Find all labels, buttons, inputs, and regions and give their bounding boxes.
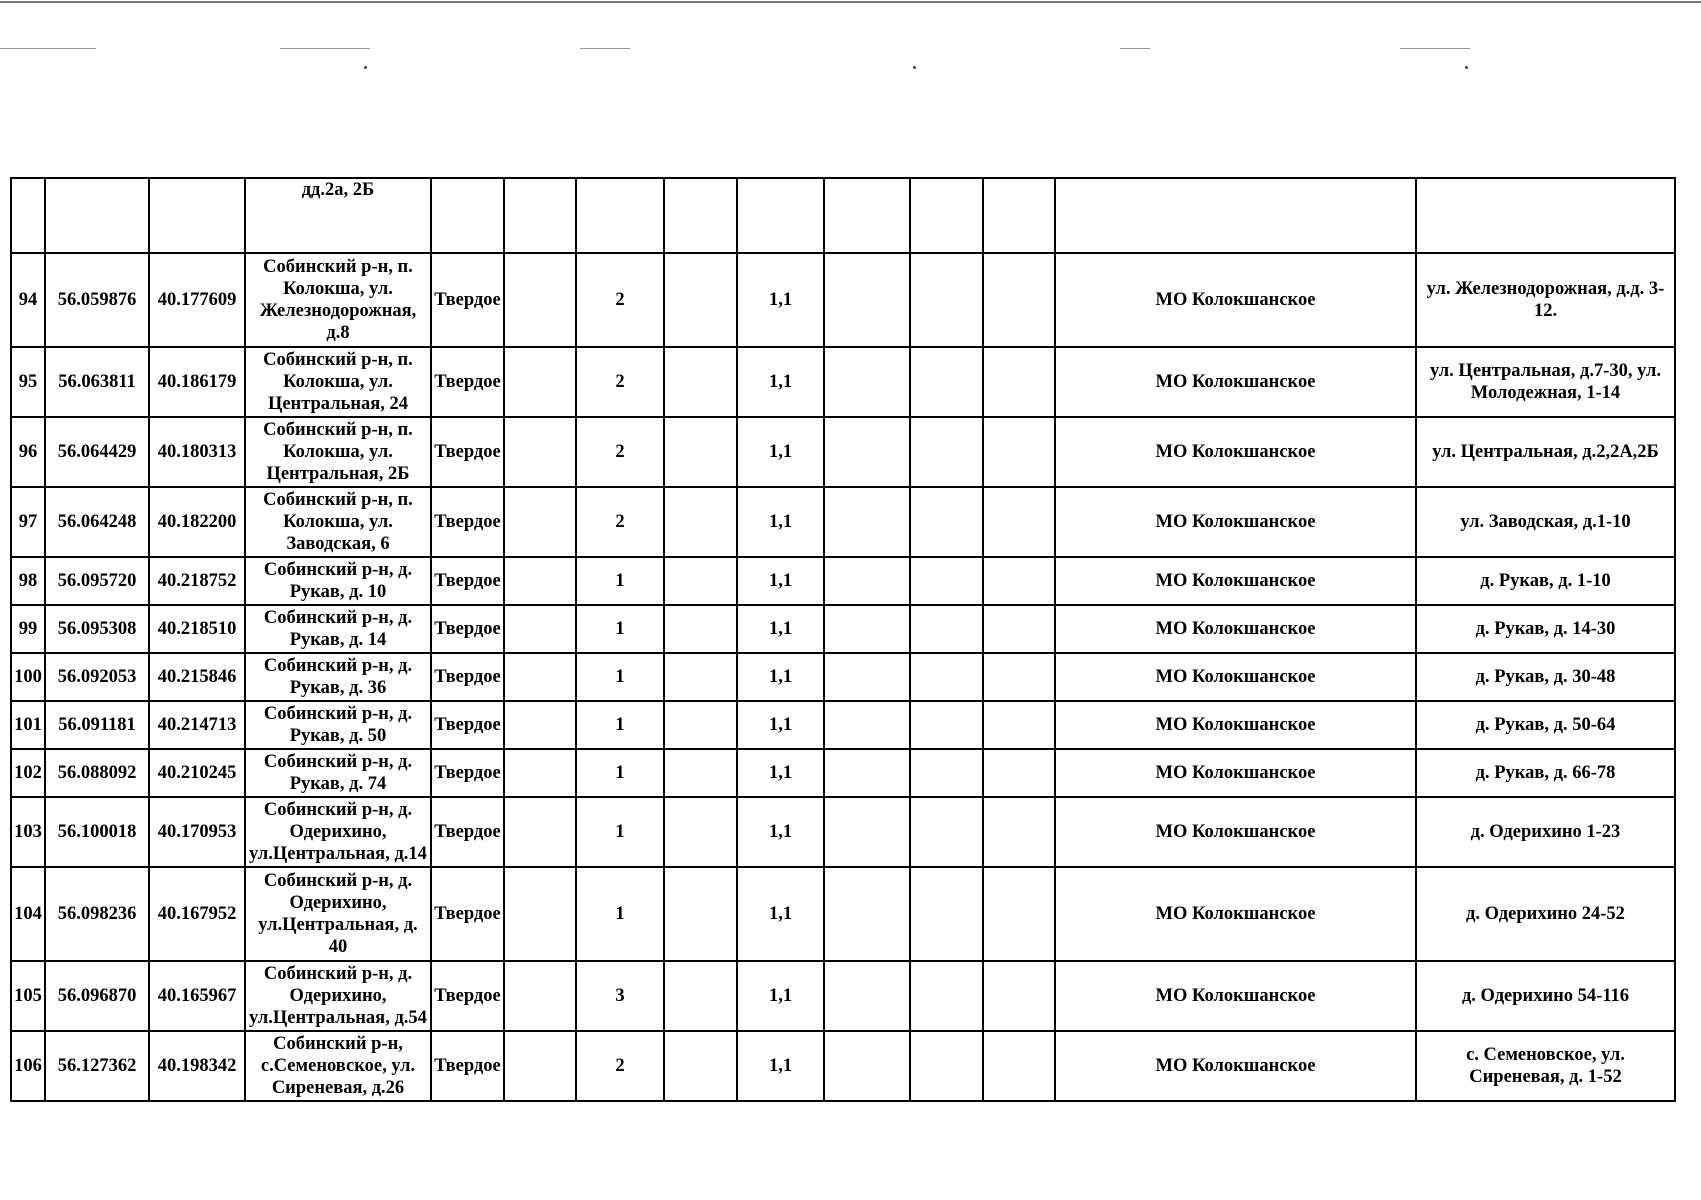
cell-count: 2	[576, 347, 664, 417]
cell-num: 105	[11, 961, 45, 1031]
cell-num: 102	[11, 749, 45, 797]
cell-empty	[504, 487, 576, 557]
cell-empty	[910, 557, 983, 605]
cell-num: 96	[11, 417, 45, 487]
cell-lat: 56.096870	[45, 961, 149, 1031]
cell-lat: 56.095720	[45, 557, 149, 605]
cell-empty	[910, 867, 983, 961]
cell-volume: 1,1	[737, 797, 824, 867]
cell-owner: МО Колокшанское	[1055, 701, 1416, 749]
cell-served-addresses: ул. Заводская, д.1-10	[1416, 487, 1675, 557]
cell-owner	[1055, 178, 1416, 253]
cell-empty	[824, 487, 910, 557]
cell-empty	[983, 653, 1055, 701]
cell-address: Собинский р-н, д. Рукав, д. 10	[245, 557, 431, 605]
cell-lat: 56.098236	[45, 867, 149, 961]
cell-surface: Твердое	[431, 347, 504, 417]
cell-lat: 56.064248	[45, 487, 149, 557]
cell-empty	[664, 961, 737, 1031]
cell-empty	[504, 653, 576, 701]
cell-owner: МО Колокшанское	[1055, 749, 1416, 797]
cell-empty	[504, 253, 576, 347]
cell-empty	[664, 605, 737, 653]
table-row	[11, 867, 1675, 961]
cell-volume	[737, 178, 824, 253]
cell-volume: 1,1	[737, 749, 824, 797]
cell-empty	[824, 253, 910, 347]
cell-address: Собинский р-н, д. Рукав, д. 50	[245, 701, 431, 749]
cell-count: 2	[576, 487, 664, 557]
cell-count: 1	[576, 653, 664, 701]
cell-served-addresses: д. Одерихино 54-116	[1416, 961, 1675, 1031]
cell-address: Собинский р-н, д. Рукав, д. 36	[245, 653, 431, 701]
cell-empty	[910, 253, 983, 347]
cell-lat	[45, 178, 149, 253]
cell-lon: 40.182200	[149, 487, 245, 557]
cell-served-addresses: с. Семеновское, ул. Сиреневая, д. 1-52	[1416, 1031, 1675, 1101]
table-row	[11, 605, 1675, 653]
cell-empty	[983, 701, 1055, 749]
cell-empty	[664, 417, 737, 487]
cell-count	[576, 178, 664, 253]
cell-empty	[824, 605, 910, 653]
cell-address: Собинский р-н, д. Одерихино, ул.Центральная, д.54	[245, 961, 431, 1031]
cell-volume: 1,1	[737, 1031, 824, 1101]
cell-volume: 1,1	[737, 605, 824, 653]
cell-owner: МО Колокшанское	[1055, 487, 1416, 557]
cell-lon: 40.210245	[149, 749, 245, 797]
cell-num: 95	[11, 347, 45, 417]
cell-count: 3	[576, 961, 664, 1031]
cell-empty	[983, 253, 1055, 347]
cell-address: Собинский р-н, д. Одерихино, ул.Центральная, д. 40	[245, 867, 431, 961]
cell-num: 106	[11, 1031, 45, 1101]
cell-empty	[504, 178, 576, 253]
cell-lat: 56.063811	[45, 347, 149, 417]
cell-empty	[824, 797, 910, 867]
cell-empty	[504, 605, 576, 653]
scan-dot	[364, 66, 367, 69]
cell-owner: МО Колокшанское	[1055, 605, 1416, 653]
cell-volume: 1,1	[737, 653, 824, 701]
cell-surface: Твердое	[431, 797, 504, 867]
cell-count: 2	[576, 417, 664, 487]
cell-lon	[149, 178, 245, 253]
cell-owner: МО Колокшанское	[1055, 653, 1416, 701]
cell-num: 98	[11, 557, 45, 605]
cell-address: Собинский р-н, п. Колокша, ул. Заводская, 6	[245, 487, 431, 557]
cell-num: 94	[11, 253, 45, 347]
cell-lon: 40.218752	[149, 557, 245, 605]
cell-empty	[824, 178, 910, 253]
cell-empty	[910, 605, 983, 653]
cell-empty	[664, 797, 737, 867]
cell-empty	[664, 701, 737, 749]
cell-surface: Твердое	[431, 961, 504, 1031]
table-row	[11, 797, 1675, 867]
cell-lon: 40.214713	[149, 701, 245, 749]
cell-surface: Твердое	[431, 1031, 504, 1101]
cell-lat: 56.088092	[45, 749, 149, 797]
cell-lat: 56.095308	[45, 605, 149, 653]
cell-served-addresses: ул. Железнодорожная, д.д. 3-12.	[1416, 253, 1675, 347]
cell-empty	[910, 487, 983, 557]
cell-empty	[664, 867, 737, 961]
cell-empty	[983, 417, 1055, 487]
table-row	[11, 417, 1675, 487]
cell-empty	[910, 417, 983, 487]
cell-empty	[983, 347, 1055, 417]
cell-lat: 56.059876	[45, 253, 149, 347]
cell-empty	[664, 178, 737, 253]
scan-dash	[1120, 48, 1150, 49]
cell-empty	[504, 961, 576, 1031]
table-row	[11, 749, 1675, 797]
cell-count: 1	[576, 557, 664, 605]
cell-owner: МО Колокшанское	[1055, 867, 1416, 961]
cell-lat: 56.091181	[45, 701, 149, 749]
cell-surface: Твердое	[431, 867, 504, 961]
cell-empty	[910, 653, 983, 701]
cell-served-addresses: д. Рукав, д. 50-64	[1416, 701, 1675, 749]
cell-volume: 1,1	[737, 961, 824, 1031]
cell-owner: МО Колокшанское	[1055, 797, 1416, 867]
cell-num: 100	[11, 653, 45, 701]
table-row-continued	[11, 178, 1675, 253]
cell-owner: МО Колокшанское	[1055, 961, 1416, 1031]
cell-served-addresses: д. Одерихино 1-23	[1416, 797, 1675, 867]
cell-count: 1	[576, 605, 664, 653]
cell-empty	[664, 487, 737, 557]
table-row	[11, 653, 1675, 701]
cell-volume: 1,1	[737, 867, 824, 961]
cell-owner: МО Колокшанское	[1055, 417, 1416, 487]
cell-served-addresses	[1416, 178, 1675, 253]
cell-surface: Твердое	[431, 701, 504, 749]
cell-volume: 1,1	[737, 253, 824, 347]
cell-empty	[504, 701, 576, 749]
cell-lat: 56.064429	[45, 417, 149, 487]
cell-empty	[504, 417, 576, 487]
cell-empty	[910, 1031, 983, 1101]
table-row	[11, 961, 1675, 1031]
cell-empty	[983, 605, 1055, 653]
cell-empty	[824, 347, 910, 417]
cell-volume: 1,1	[737, 557, 824, 605]
cell-lon: 40.177609	[149, 253, 245, 347]
cell-num: 99	[11, 605, 45, 653]
cell-surface: Твердое	[431, 749, 504, 797]
cell-empty	[824, 961, 910, 1031]
scan-edge-line	[0, 1, 1701, 3]
table-row	[11, 487, 1675, 557]
cell-count: 1	[576, 701, 664, 749]
cell-surface: Твердое	[431, 487, 504, 557]
cell-empty	[983, 961, 1055, 1031]
cell-lon: 40.186179	[149, 347, 245, 417]
cell-empty	[983, 487, 1055, 557]
cell-empty	[983, 749, 1055, 797]
cell-lat: 56.100018	[45, 797, 149, 867]
cell-address: Собинский р-н, п. Колокша, ул. Железнодорожная, д.8	[245, 253, 431, 347]
cell-count: 2	[576, 1031, 664, 1101]
cell-num: 104	[11, 867, 45, 961]
cell-address: Собинский р-н, д. Рукав, д. 74	[245, 749, 431, 797]
cell-lon: 40.198342	[149, 1031, 245, 1101]
table-row	[11, 347, 1675, 417]
cell-empty	[910, 347, 983, 417]
cell-count: 1	[576, 797, 664, 867]
cell-empty	[983, 867, 1055, 961]
cell-volume: 1,1	[737, 347, 824, 417]
cell-empty	[504, 797, 576, 867]
cell-num: 101	[11, 701, 45, 749]
cell-served-addresses: ул. Центральная, д.7-30, ул. Молодежная, 1-14	[1416, 347, 1675, 417]
cell-empty	[983, 1031, 1055, 1101]
cell-empty	[910, 749, 983, 797]
cell-empty	[983, 797, 1055, 867]
scan-dash	[1400, 48, 1470, 49]
cell-lat: 56.092053	[45, 653, 149, 701]
cell-count: 1	[576, 749, 664, 797]
cell-empty	[910, 961, 983, 1031]
cell-address: Собинский р-н, д. Рукав, д. 14	[245, 605, 431, 653]
cell-empty	[504, 347, 576, 417]
cell-volume: 1,1	[737, 417, 824, 487]
cell-empty	[824, 749, 910, 797]
cell-empty	[664, 557, 737, 605]
cell-address: Собинский р-н, с.Семеновское, ул. Сиреневая, д.26	[245, 1031, 431, 1101]
cell-surface: Твердое	[431, 417, 504, 487]
cell-lon: 40.180313	[149, 417, 245, 487]
cell-surface: Твердое	[431, 253, 504, 347]
cell-lon: 40.167952	[149, 867, 245, 961]
cell-empty	[664, 347, 737, 417]
cell-empty	[910, 701, 983, 749]
cell-volume: 1,1	[737, 487, 824, 557]
cell-surface: Твердое	[431, 557, 504, 605]
cell-empty	[824, 557, 910, 605]
cell-count: 1	[576, 867, 664, 961]
cell-volume: 1,1	[737, 701, 824, 749]
cell-empty	[504, 749, 576, 797]
table-row	[11, 701, 1675, 749]
cell-empty	[664, 749, 737, 797]
scan-dot	[1465, 66, 1468, 69]
cell-owner: МО Колокшанское	[1055, 347, 1416, 417]
scan-dot	[913, 66, 916, 69]
cell-num: 103	[11, 797, 45, 867]
table-row	[11, 253, 1675, 347]
cell-empty	[824, 653, 910, 701]
cell-num: 97	[11, 487, 45, 557]
scan-dash	[580, 48, 630, 49]
cell-address: Собинский р-н, п. Колокша, ул. Центральная, 2Б	[245, 417, 431, 487]
cell-empty	[504, 1031, 576, 1101]
scan-dash	[280, 48, 370, 49]
cell-empty	[664, 1031, 737, 1101]
cell-empty	[824, 867, 910, 961]
cell-empty	[504, 557, 576, 605]
cell-empty	[664, 253, 737, 347]
cell-lon: 40.215846	[149, 653, 245, 701]
cell-empty	[824, 417, 910, 487]
cell-address: Собинский р-н, п. Колокша, ул. Центральная, 24	[245, 347, 431, 417]
cell-empty	[824, 701, 910, 749]
cell-num	[11, 178, 45, 253]
cell-owner: МО Колокшанское	[1055, 557, 1416, 605]
table-row	[11, 1031, 1675, 1101]
cell-empty	[983, 178, 1055, 253]
cell-owner: МО Колокшанское	[1055, 1031, 1416, 1101]
cell-empty	[664, 653, 737, 701]
cell-empty	[504, 867, 576, 961]
cell-served-addresses: ул. Центральная, д.2,2А,2Б	[1416, 417, 1675, 487]
cell-lat: 56.127362	[45, 1031, 149, 1101]
cell-empty	[983, 557, 1055, 605]
cell-address: Собинский р-н, д. Одерихино, ул.Центральная, д.14	[245, 797, 431, 867]
cell-served-addresses: д. Рукав, д. 66-78	[1416, 749, 1675, 797]
table-row	[11, 557, 1675, 605]
cell-empty	[910, 178, 983, 253]
cell-owner: МО Колокшанское	[1055, 253, 1416, 347]
cell-surface: Твердое	[431, 605, 504, 653]
scan-artifacts	[0, 0, 1701, 70]
cell-empty	[824, 1031, 910, 1101]
cell-served-addresses: д. Одерихино 24-52	[1416, 867, 1675, 961]
cell-served-addresses: д. Рукав, д. 1-10	[1416, 557, 1675, 605]
cell-empty	[910, 797, 983, 867]
cell-lon: 40.170953	[149, 797, 245, 867]
container-sites-table	[10, 177, 1676, 1102]
scan-dash	[0, 48, 96, 49]
cell-count: 2	[576, 253, 664, 347]
cell-address: дд.2а, 2Б	[245, 178, 431, 253]
cell-lon: 40.218510	[149, 605, 245, 653]
cell-surface: Твердое	[431, 653, 504, 701]
cell-served-addresses: д. Рукав, д. 30-48	[1416, 653, 1675, 701]
cell-served-addresses: д. Рукав, д. 14-30	[1416, 605, 1675, 653]
cell-surface	[431, 178, 504, 253]
cell-lon: 40.165967	[149, 961, 245, 1031]
